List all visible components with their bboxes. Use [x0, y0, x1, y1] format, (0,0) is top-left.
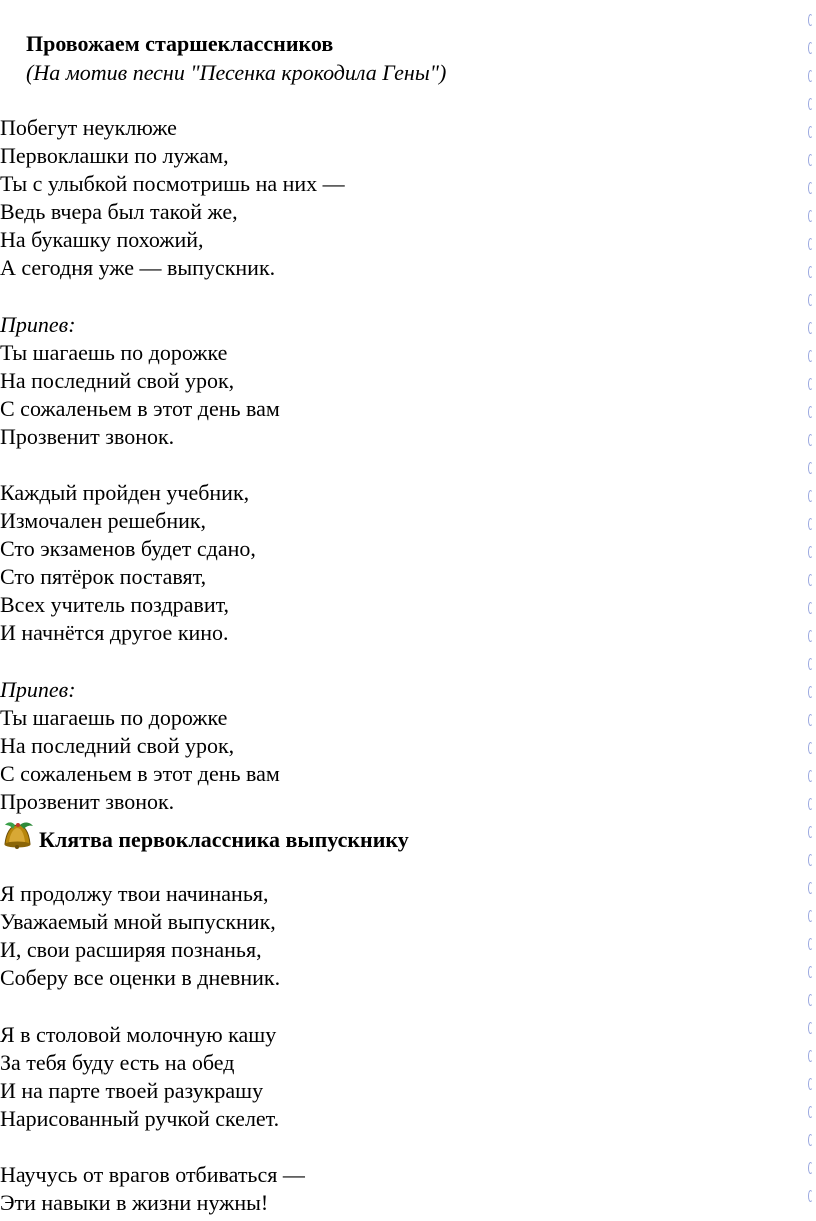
chorus-line: На последний свой урок,: [0, 733, 235, 758]
margin-mark: [808, 714, 813, 726]
stanza-line: Я продолжу твои начинанья,: [0, 881, 269, 906]
margin-mark: [808, 1162, 813, 1174]
margin-mark: [808, 854, 813, 866]
verse-line: Первоклашки по лужам,: [0, 143, 229, 168]
chorus-line: Прозвенит звонок.: [0, 424, 175, 449]
margin-mark: [808, 490, 813, 502]
margin-mark: [808, 658, 813, 670]
page-margin-decoration: [804, 0, 816, 1221]
chorus-line: Ты шагаешь по дорожке: [0, 705, 228, 730]
margin-mark: [808, 462, 813, 474]
margin-mark: [808, 574, 813, 586]
margin-mark: [808, 518, 813, 530]
margin-mark: [808, 406, 813, 418]
song-subtitle: (На мотив песни "Песенка крокодила Гены"): [26, 60, 447, 85]
stanza-line: И на парте твоей разукрашу: [0, 1078, 264, 1103]
verse-line: Измочален решебник,: [0, 508, 207, 533]
margin-mark: [808, 266, 813, 278]
margin-mark: [808, 546, 813, 558]
verse-line: Сто экзаменов будет сдано,: [0, 536, 256, 561]
margin-mark: [808, 770, 813, 782]
margin-mark: [808, 686, 813, 698]
chorus-line: С сожаленьем в этот день вам: [0, 396, 280, 421]
verse-line: Каждый пройден учебник,: [0, 480, 250, 505]
verse-1: [0, 114, 345, 282]
margin-mark: [808, 322, 813, 334]
chorus-1: [0, 311, 280, 451]
margin-mark: [808, 882, 813, 894]
margin-mark: [808, 1050, 813, 1062]
stanza-line: И, свои расширяя познанья,: [0, 937, 262, 962]
verse-line: Побегут неуклюже: [0, 115, 177, 140]
section-heading-text: Клятва первоклассника выпускнику: [39, 827, 409, 852]
chorus-line: Ты шагаешь по дорожке: [0, 340, 228, 365]
margin-mark: [808, 70, 813, 82]
margin-mark: [808, 938, 813, 950]
stanza-line: Соберу все оценки в дневник.: [0, 965, 281, 990]
stanza-1: [0, 880, 280, 992]
chorus-label: Припев:: [0, 312, 76, 337]
stanza-line: За тебя буду есть на обед: [0, 1050, 235, 1075]
stanza-line: Я в столовой молочную кашу: [0, 1022, 277, 1047]
verse-2: [0, 479, 256, 647]
margin-mark: [808, 602, 813, 614]
chorus-label: Припев:: [0, 677, 76, 702]
margin-mark: [808, 966, 813, 978]
margin-mark: [808, 742, 813, 754]
margin-mark: [808, 1022, 813, 1034]
margin-mark: [808, 126, 813, 138]
margin-mark: [808, 826, 813, 838]
margin-mark: [808, 1078, 813, 1090]
chorus-2: [0, 676, 280, 816]
bell-icon: [2, 820, 36, 850]
margin-mark: [808, 350, 813, 362]
verse-line: Ты с улыбкой посмотришь на них —: [0, 171, 345, 196]
margin-mark: [808, 630, 813, 642]
margin-mark: [808, 294, 813, 306]
verse-line: Всех учитель поздравит,: [0, 592, 230, 617]
margin-mark: [808, 1106, 813, 1118]
stanza-line: Нарисованный ручкой скелет.: [0, 1106, 280, 1131]
chorus-line: Прозвенит звонок.: [0, 789, 175, 814]
margin-mark: [808, 1190, 813, 1202]
stanza-2: [0, 1021, 279, 1133]
margin-mark: [808, 434, 813, 446]
margin-mark: [808, 98, 813, 110]
stanza-3: [0, 1161, 305, 1217]
margin-mark: [808, 182, 813, 194]
margin-mark: [808, 238, 813, 250]
margin-mark: [808, 994, 813, 1006]
verse-line: А сегодня уже — выпускник.: [0, 255, 276, 280]
margin-mark: [808, 14, 813, 26]
margin-mark: [808, 378, 813, 390]
margin-mark: [808, 910, 813, 922]
verse-line: Ведь вчера был такой же,: [0, 199, 238, 224]
verse-line: На букашку похожий,: [0, 227, 204, 252]
stanza-line: Эти навыки в жизни нужны!: [0, 1190, 269, 1215]
song-title: Провожаем старшеклассников: [26, 31, 334, 56]
verse-line: Сто пятёрок поставят,: [0, 564, 207, 589]
chorus-line: На последний свой урок,: [0, 368, 235, 393]
verse-line: И начнётся другое кино.: [0, 620, 229, 645]
stanza-line: Уважаемый мной выпускник,: [0, 909, 276, 934]
margin-mark: [808, 1134, 813, 1146]
margin-mark: [808, 798, 813, 810]
stanza-line: Научусь от врагов отбиваться —: [0, 1162, 305, 1187]
margin-mark: [808, 42, 813, 54]
margin-mark: [808, 210, 813, 222]
chorus-line: С сожаленьем в этот день вам: [0, 761, 280, 786]
margin-mark: [808, 154, 813, 166]
